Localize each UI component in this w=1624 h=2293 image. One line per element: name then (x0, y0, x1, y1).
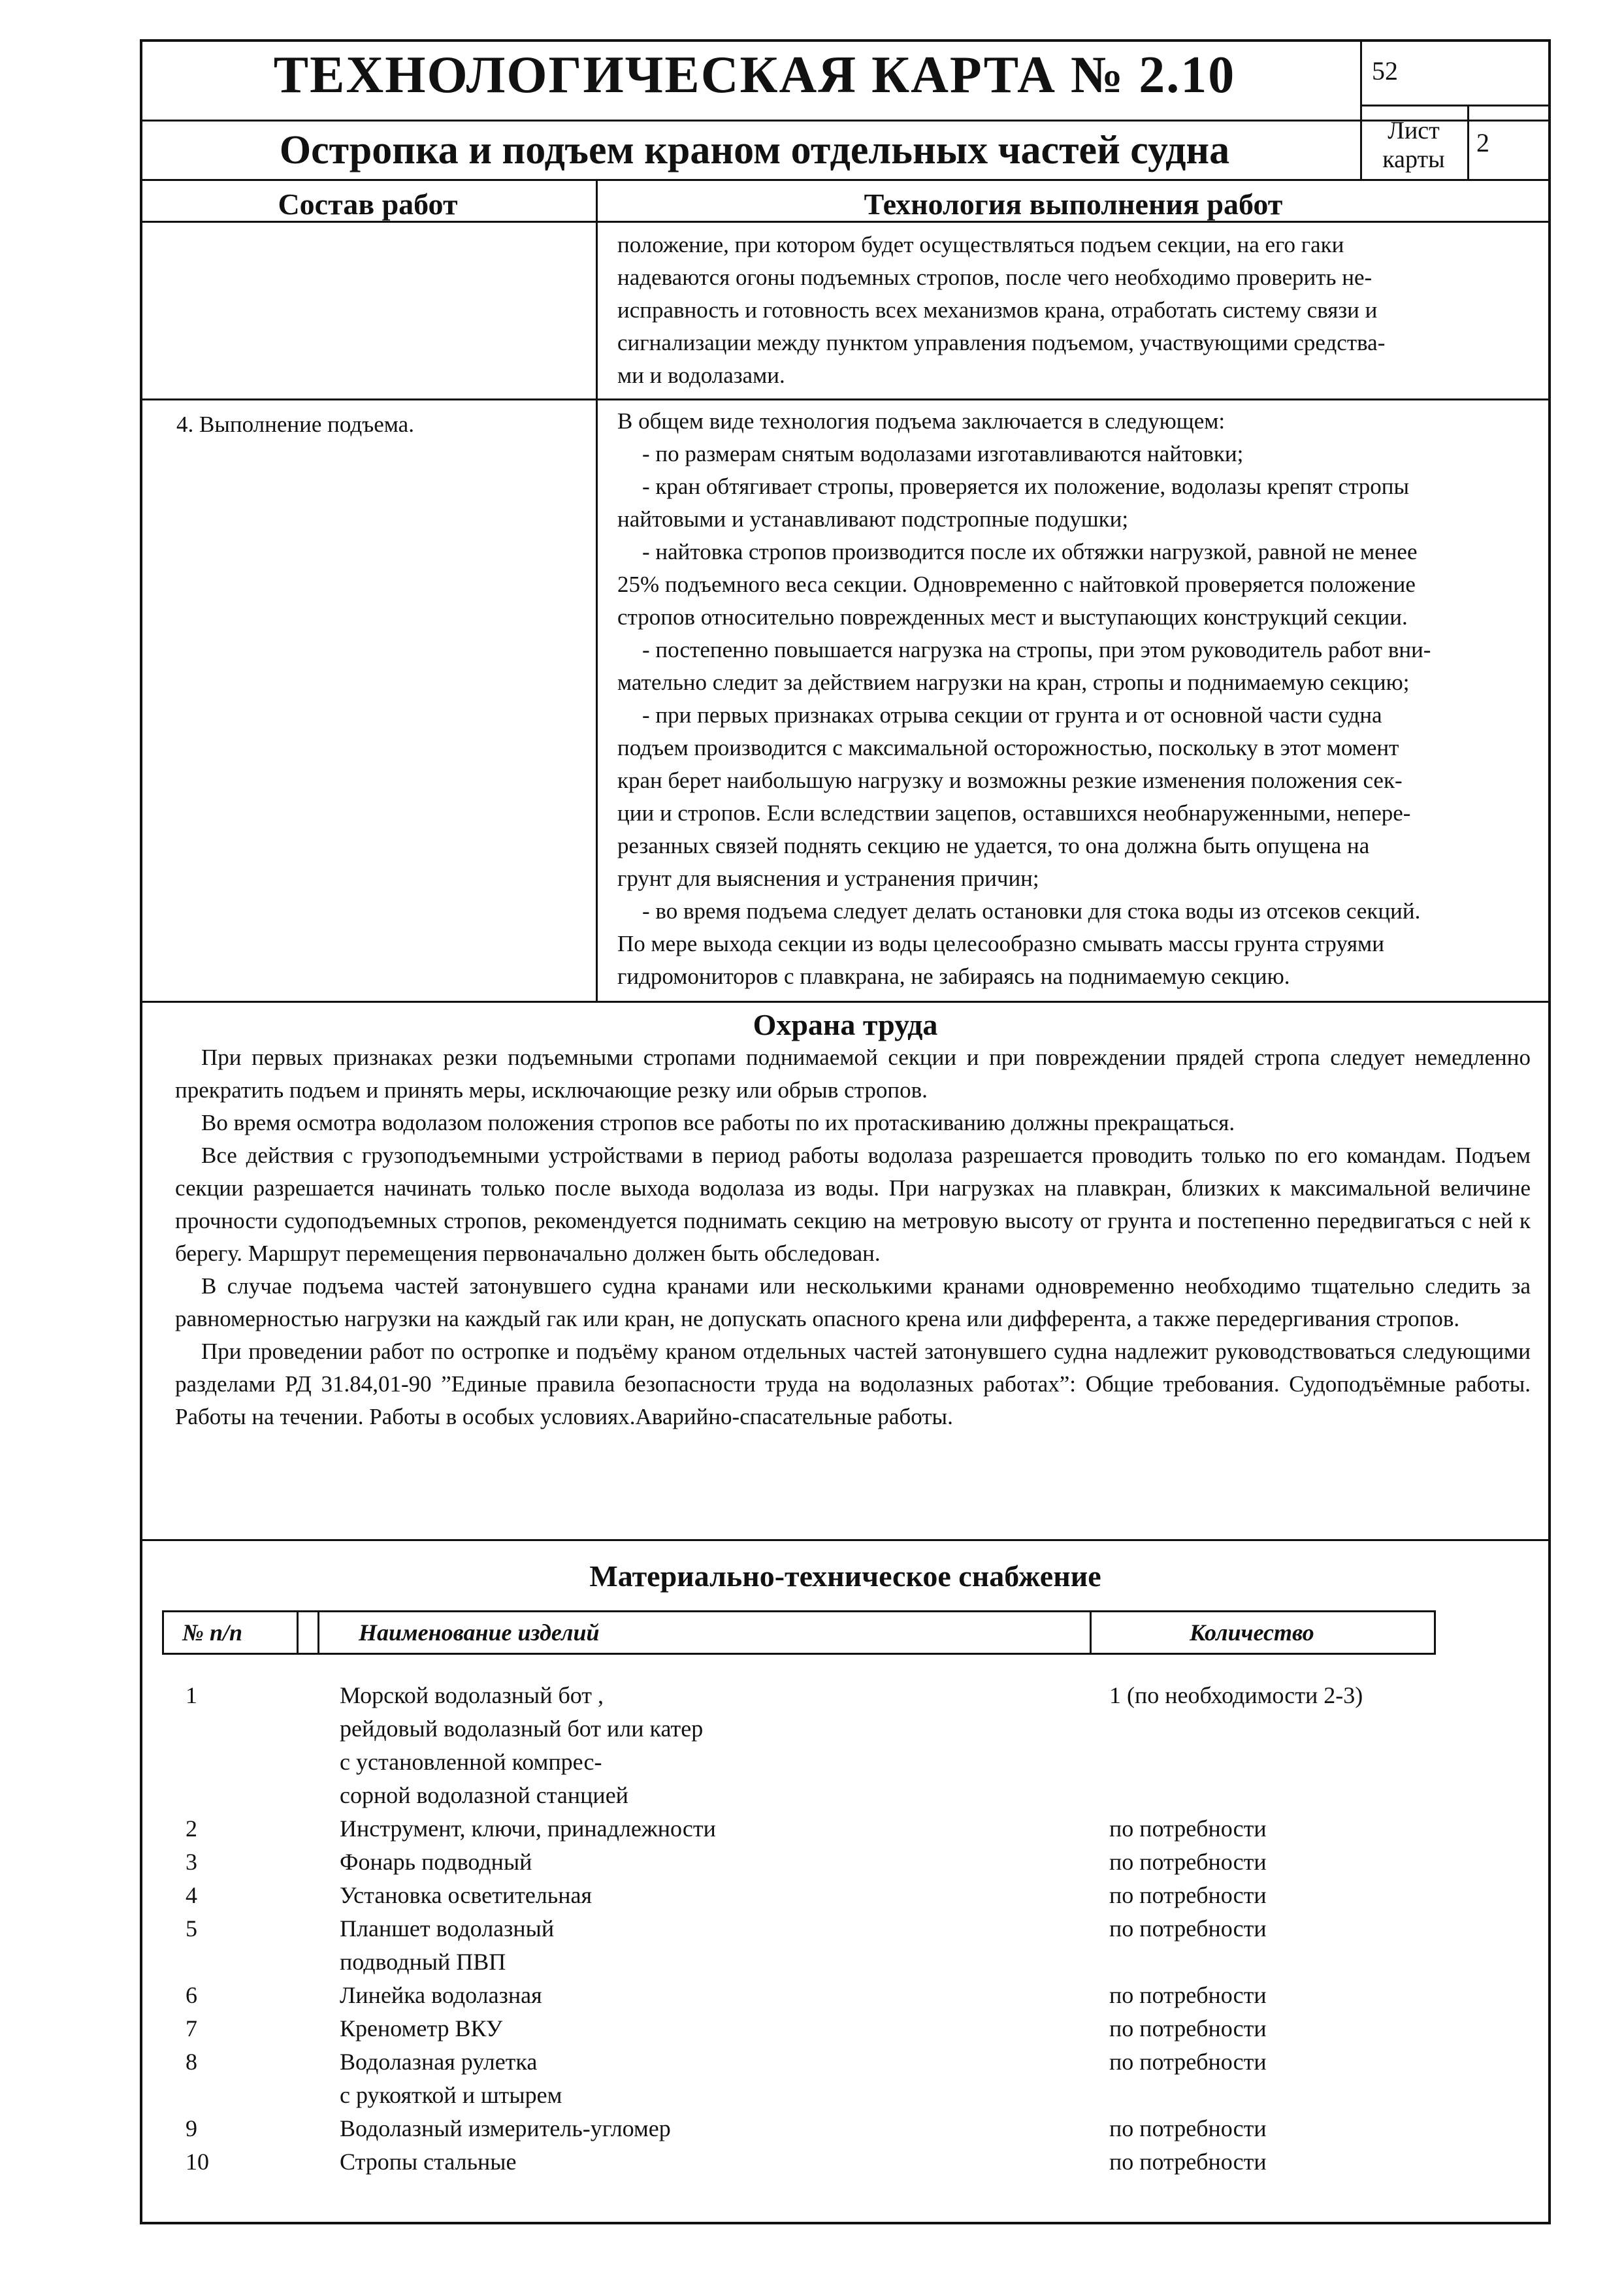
row-number: 5 (186, 1915, 197, 1942)
sheet-label (1374, 116, 1453, 174)
text-line: ции и стропов. Если вследствии зацепов, оставшихся необнаруженными, непере- (617, 800, 1411, 826)
row-name-line: с рукояткой и штырем (340, 2082, 562, 2108)
safety-bottom-line (140, 1539, 1551, 1541)
row-name-line: Инструмент, ключи, принадлежности (340, 1815, 716, 1842)
row-name-line: Морской водолазный бот , (340, 1682, 604, 1708)
text-line: резанных связей поднять секцию не удается, то она должна быть опущена на (617, 833, 1370, 858)
row-name (340, 2045, 1006, 2112)
step-4-label: 4. Выполнение подъема. (176, 412, 414, 437)
text-line: По мере выхода секции из воды целесообразно смывать массы грунта струями (617, 931, 1384, 956)
row-quantity: по потребности (1109, 2149, 1267, 2175)
row-name (340, 2145, 1006, 2179)
supply-title: Материально-техническое снабжение (589, 1559, 1101, 1593)
page-number-divider (1360, 105, 1551, 106)
row-name-line: сорной водолазной станцией (340, 1782, 628, 1808)
page-number: 52 (1372, 56, 1398, 86)
row-name (340, 2112, 1006, 2145)
row-name-line: рейдовый водолазный бот или катер (340, 1716, 704, 1742)
column-header-work: Состав работ (278, 187, 458, 221)
row-name (340, 1879, 1006, 1912)
row-name-line: Водолазная рулетка (340, 2049, 538, 2075)
text-line: мательно следит за действием нагрузки на кран, стропы и поднимаемую секцию; (617, 670, 1410, 695)
text-line: - по размерам снятым водолазами изготавливаются найтовки; (642, 441, 1244, 466)
row-number: 2 (186, 1815, 197, 1842)
text-line: стропов относительно поврежденных мест и выступающих конструкций секции. (617, 604, 1408, 630)
header-name: Наименование изделий (319, 1612, 1091, 1654)
row-quantity: по потребности (1109, 2115, 1267, 2141)
row-divider (140, 398, 1551, 400)
text-line: подъем производится с максимальной осторожностью, поскольку в этот момент (617, 735, 1399, 760)
row-name (340, 1812, 1006, 1846)
row-name-line: Фонарь подводный (340, 1849, 532, 1875)
table-row (162, 1846, 1436, 1879)
row-quantity: по потребности (1109, 1849, 1267, 1875)
row-name-line: подводный ПВП (340, 1949, 506, 1975)
document-subtitle: Остропка и подъем краном отдельных частей судна (279, 128, 1230, 172)
safety-paragraph: В случае подъема частей затонувшего судна кранами или несколькими кранами одновременно необходимо тщательно следить за равномерностью нагрузки на каждый гак или кран, не допускать опасного крена или дифферента, а также передергивания стропов. (175, 1273, 1531, 1331)
row-number: 9 (186, 2115, 197, 2141)
row-name-line: Планшет водолазный (340, 1915, 555, 1942)
text-line: гидромониторов с плавкрана, не забираясь на поднимаемую секцию. (617, 964, 1290, 989)
row-name-line: Установка осветительная (340, 1882, 593, 1908)
row-number: 7 (186, 2015, 197, 2041)
row-number: 10 (186, 2149, 209, 2175)
table-row (162, 1879, 1436, 1912)
continuation-text (617, 229, 1532, 392)
row-name-line: с установленной компрес- (340, 1749, 602, 1775)
column-header-technology: Технология выполнения работ (864, 187, 1283, 221)
table-row (162, 2045, 1436, 2112)
safety-paragraph: При первых признаках резки подъемными стропами поднимаемой секции и при повреждении прядей стропа следует немедленно прекратить подъем и принять меры, исключающие резку или обрыв стропов. (175, 1045, 1531, 1103)
header-bottom-line (140, 179, 1551, 181)
table-row (162, 1679, 1436, 1812)
row-quantity: по потребности (1109, 2015, 1267, 2041)
table-row (162, 1979, 1436, 2012)
text-line: положение, при котором будет осуществляться подъем секции, на его гаки (617, 232, 1344, 257)
sheet-number: 2 (1476, 128, 1489, 157)
text-line: - во время подъема следует делать остановки для стока воды из отсеков секций. (642, 898, 1421, 924)
text-line: - при первых признаках отрыва секции от грунта и от основной части судна (642, 702, 1382, 728)
row-number: 3 (186, 1849, 197, 1875)
text-line: надеваются огоны подъемных стропов, после чего необходимо проверить не- (617, 265, 1372, 290)
header-divider (140, 120, 1551, 122)
row-name-line: Стропы стальные (340, 2149, 517, 2175)
table-bottom-line (140, 1001, 1551, 1003)
text-line: - постепенно повышается нагрузка на стропы, при этом руководитель работ вни- (642, 637, 1431, 662)
text-line: ми и водолазами. (617, 363, 785, 388)
document-title: ТЕХНОЛОГИЧЕСКАЯ КАРТА № 2.10 (273, 46, 1236, 104)
row-number: 1 (186, 1682, 197, 1708)
text-line: найтовыми и устанавливают подстропные подушки; (617, 506, 1129, 532)
safety-paragraph: При проведении работ по остропке и подъёму краном отдельных частей затонувшего судна надлежит руководствоваться следующими разделами РД 31.84,01-90 ”Единые правила безопасности труда на водолазных работах”: Общие требования. Судоподъёмные работы. Работы на течении. Работы в особых условиях.Аварийно-спасательные работы. (175, 1339, 1531, 1429)
text-line: - найтовка стропов производится после их обтяжки нагрузкой, равной не менее (642, 539, 1418, 564)
text-line: В общем виде технология подъема заключается в следующем: (617, 408, 1226, 434)
table-row (162, 1912, 1436, 1979)
row-quantity: по потребности (1109, 1882, 1267, 1908)
text-line: - кран обтягивает стропы, проверяется их положение, водолазы крепят стропы (642, 474, 1409, 499)
text-line: исправность и готовность всех механизмов крана, отработать систему связи и (617, 297, 1378, 323)
row-name (340, 1679, 1006, 1812)
row-number: 4 (186, 1882, 197, 1908)
row-quantity: по потребности (1109, 1982, 1267, 2008)
supply-rows (162, 1679, 1436, 2179)
row-quantity: по потребности (1109, 2049, 1267, 2075)
supply-table-header (162, 1610, 1436, 1655)
row-name-line: Линейка водолазная (340, 1982, 542, 2008)
row-name (340, 1979, 1006, 2012)
sheet-label-line-2: карты (1382, 146, 1445, 173)
text-line: грунт для выяснения и устранения причин; (617, 866, 1039, 891)
text-line: сигнализации между пунктом управления подъемом, участвующими средства- (617, 330, 1386, 355)
step-4-text (617, 405, 1532, 993)
row-quantity: по потребности (1109, 1815, 1267, 1842)
text-line: кран берет наибольшую нагрузку и возможны резкие изменения положения сек- (617, 768, 1403, 793)
row-name-line: Водолазный измеритель-угломер (340, 2115, 671, 2141)
sheet-divider (1467, 105, 1469, 180)
column-divider (596, 179, 598, 1001)
table-row (162, 2012, 1436, 2045)
table-row (162, 1812, 1436, 1846)
safety-text (175, 1041, 1531, 1433)
header-number: № п/п (163, 1612, 319, 1654)
text-line: 25% подъемного веса секции. Одновременно с найтовкой проверяется положение (617, 572, 1416, 597)
row-number: 6 (186, 1982, 197, 2008)
row-quantity: по потребности (1109, 1915, 1267, 1942)
table-row (162, 2112, 1436, 2145)
row-name (340, 2012, 1006, 2045)
safety-paragraph: Все действия с грузоподъемными устройствами в период работы водолаза разрешается проводить только по его командам. Подъем секции разрешается начинать только после выхода водолаза из воды. При нагрузках на плавкран, близких к максимальной величине прочности судоподъемных стропов, рекомендуется поднимать секцию на метровую высоту от грунта и постепенно передвигаться с ней к берегу. Маршрут перемещения первоначально должен быть обследован. (175, 1143, 1531, 1266)
sheet-label-line-1: Лист (1388, 117, 1440, 144)
safety-title: Охрана труда (753, 1008, 938, 1041)
header-quantity: Количество (1091, 1612, 1435, 1654)
supply-col-divider-1 (297, 1610, 299, 1654)
safety-paragraph: Во время осмотра водолазом положения стропов все работы по их протаскиванию должны прекращаться. (201, 1110, 1235, 1135)
row-number: 8 (186, 2049, 197, 2075)
row-quantity: 1 (по необходимости 2-3) (1109, 1682, 1363, 1708)
row-name (340, 1846, 1006, 1879)
table-row (162, 2145, 1436, 2179)
row-name-line: Кренометр ВКУ (340, 2015, 503, 2041)
row-name (340, 1912, 1006, 1979)
